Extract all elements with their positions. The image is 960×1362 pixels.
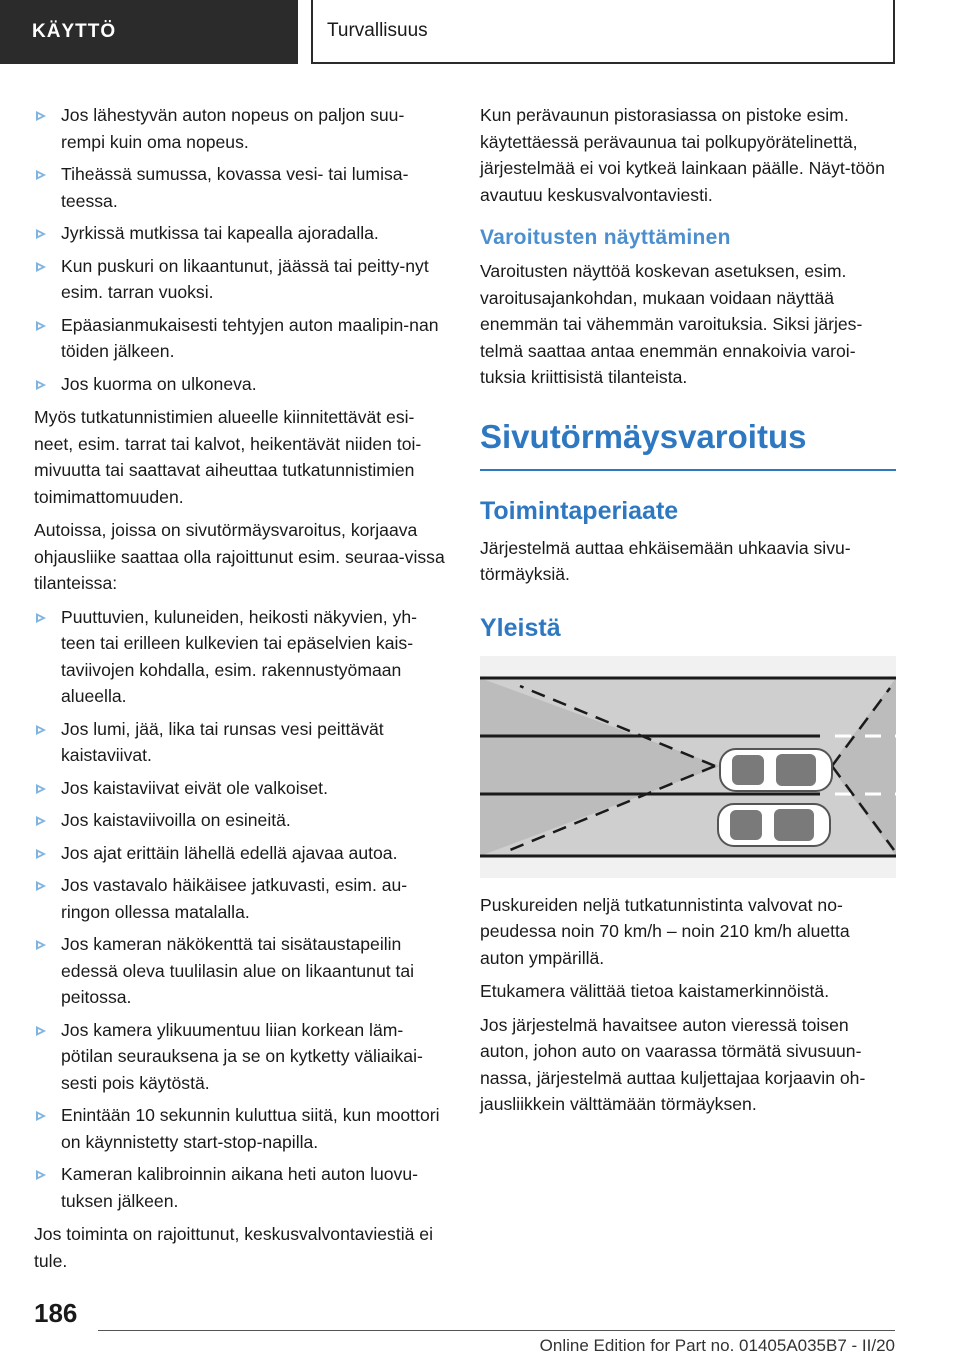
list-item: Jos ajat erittäin lähellä edellä ajavaa autoa.: [34, 840, 448, 867]
page-number: 186: [34, 1298, 78, 1328]
section-title: Sivutörmäysvaroitus: [480, 417, 896, 471]
heading-principle: Toimintaperiaate: [480, 496, 679, 525]
paragraph: Myös tutkatunnistimien alueelle kiinnitettävät esi-neet, esim. tarrat tai kalvot, heikentävät niiden toi-mivuutta tai saattavat aiheuttaa tutkatunnistimien toimimattomuuden.: [34, 407, 422, 507]
list-item: Enintään 10 sekunnin kuluttua siitä, kun moottori on käynnistetty start-stop-napilla.: [34, 1102, 448, 1155]
road-diagram: [480, 656, 896, 878]
subheading-warnings: Varoitusten näyttäminen: [480, 226, 731, 249]
paragraph: Etukamera välittää tietoa kaistamerkinnöistä.: [480, 981, 830, 1001]
right-column: [480, 102, 896, 1125]
condition-list-2: [34, 604, 448, 1215]
paragraph: Järjestelmä auttaa ehkäisemään uhkaavia sivu-törmäyksiä.: [480, 537, 851, 584]
heading-general: Yleistä: [480, 613, 561, 642]
list-item: Kameran kalibroinnin aikana heti auton luovu-tuksen jälkeen.: [34, 1161, 448, 1214]
list-item: Jos kameran näkökenttä tai sisätaustapeilin edessä oleva tuulilasin alue on likaantunut tai peitossa.: [34, 931, 448, 1011]
list-item: Jos kuorma on ulkoneva.: [34, 371, 448, 398]
section-label: KÄYTTÖ: [32, 21, 117, 42]
list-item: Epäasianmukaisesti tehtyjen auton maalipin-nan töiden jälkeen.: [34, 312, 448, 365]
list-item: Jos kaistaviivat eivät ole valkoiset.: [34, 775, 448, 802]
list-item: Jos kaistaviivoilla on esineitä.: [34, 807, 448, 834]
radar-coverage-illustration: [480, 656, 896, 878]
list-item: Kun puskuri on likaantunut, jäässä tai peitty-nyt esim. tarran vuoksi.: [34, 253, 448, 306]
list-item: Puuttuvien, kuluneiden, heikosti näkyvien, yh-teen tai erilleen kulkevien tai epäselvien kais-taviivojen kohdalla, esim. rakennustyömaan alueella.: [34, 604, 448, 710]
own-car-icon: [720, 749, 832, 791]
footer-divider: [98, 1330, 895, 1331]
paragraph: Puskureiden neljä tutkatunnistinta valvovat no-peudessa noin 70 km/h – noin 210 km/h aluetta auton ympärillä.: [480, 894, 850, 968]
list-item: Tiheässä sumussa, kovassa vesi- tai lumisa-teessa.: [34, 161, 448, 214]
paragraph: Jos toiminta on rajoittunut, keskusvalvontaviestiä ei tule.: [34, 1224, 433, 1271]
left-column: [34, 102, 448, 1281]
list-item: Jyrkissä mutkissa tai kapealla ajoradalla.: [34, 220, 448, 247]
list-item: Jos vastavalo häikäisee jatkuvasti, esim. au-ringon ollessa matalalla.: [34, 872, 448, 925]
chapter-label: Turvallisuus: [327, 20, 428, 41]
paragraph: Autoissa, joissa on sivutörmäysvaroitus, korjaava ohjausliike saattaa olla rajoittunut esim. seuraa-vissa tilanteissa:: [34, 520, 445, 593]
edition-footer: Online Edition for Part no. 01405A035B7 - II/20: [539, 1336, 895, 1355]
paragraph: Kun perävaunun pistorasiassa on pistoke esim. käytettäessä perävaunua tai polkupyörätelinettä, järjestelmää ei voi kytkeä lainkaan päälle. Näyt-töön avautuu keskusvalvontaviesti.: [480, 105, 885, 205]
list-item: Jos lumi, jää, lika tai runsas vesi peittävät kaistaviivat.: [34, 716, 448, 769]
adjacent-car-icon: [718, 804, 830, 846]
condition-list-1: [34, 102, 448, 397]
list-item: Jos lähestyvän auton nopeus on paljon suu-rempi kuin oma nopeus.: [34, 102, 448, 155]
section-tab: [0, 0, 298, 64]
paragraph: Varoitusten näyttöä koskevan asetuksen, esim. varoitusajankohdan, mukaan voidaan näyttää enemmän tai vähemmän varoituksia. Siksi järjes-telmä saattaa antaa enemmän ennakoivia varoi-tuksia kriittisistä tilanteista.: [480, 261, 863, 387]
chapter-header: [311, 0, 895, 64]
list-item: Jos kamera ylikuumentuu liian korkean läm-pötilan seurauksena ja se on kytketty väliaikai-sesti pois käytöstä.: [34, 1017, 448, 1097]
paragraph: Jos järjestelmä havaitsee auton vieressä toisen auton, johon auto on vaarassa törmätä sivusuun-nassa, järjestelmä auttaa kuljettajaa korjaavin oh-jausliikkein välttämään törmäyksen.: [480, 1014, 866, 1114]
